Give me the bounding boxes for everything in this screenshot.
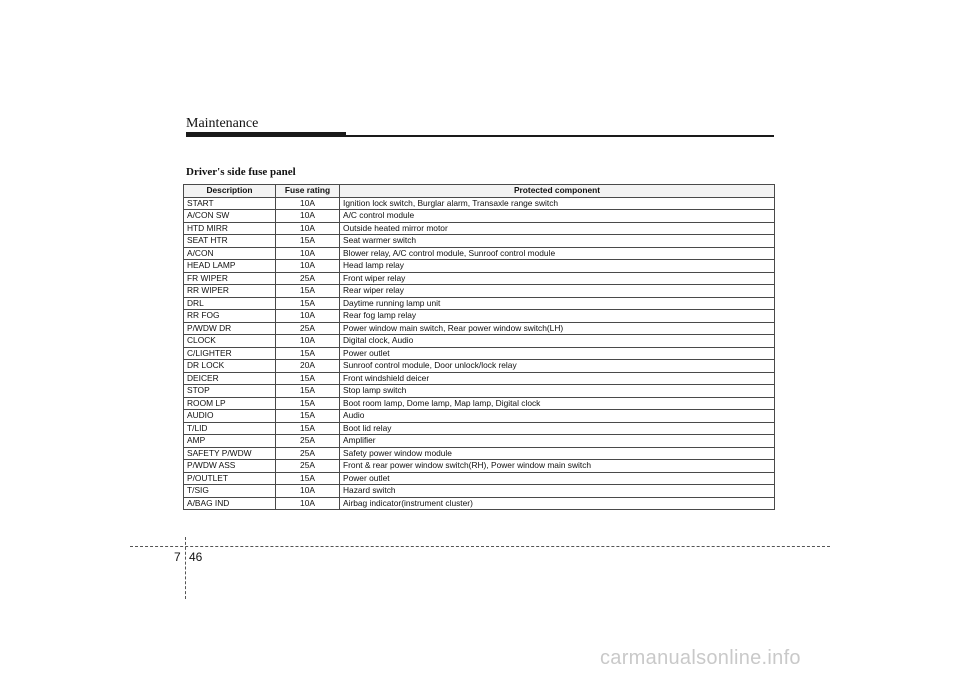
fuse-rating-cell: 10A (276, 197, 340, 210)
table-row (184, 422, 775, 435)
table-row (184, 197, 775, 210)
fuse-rating-cell: 10A (276, 335, 340, 348)
fuse-rating-cell: 10A (276, 247, 340, 260)
column-header-description: Description (184, 185, 276, 198)
description-cell: A/CON SW (184, 210, 276, 223)
fuse-rating-cell: 25A (276, 322, 340, 335)
description-cell: HTD MIRR (184, 222, 276, 235)
fuse-rating-cell: 15A (276, 422, 340, 435)
table-row (184, 235, 775, 248)
protected-component-cell: Power outlet (340, 347, 775, 360)
header-rule-thin (346, 135, 774, 137)
description-cell: CLOCK (184, 335, 276, 348)
protected-component-cell: Daytime running lamp unit (340, 297, 775, 310)
description-cell: T/LID (184, 422, 276, 435)
description-cell: A/BAG IND (184, 497, 276, 510)
fuse-rating-cell: 10A (276, 485, 340, 498)
table-row (184, 497, 775, 510)
protected-component-cell: Ignition lock switch, Burglar alarm, Transaxle range switch (340, 197, 775, 210)
description-cell: ROOM LP (184, 397, 276, 410)
description-cell: T/SIG (184, 485, 276, 498)
table-row (184, 285, 775, 298)
protected-component-cell: Hazard switch (340, 485, 775, 498)
protected-component-cell: Rear wiper relay (340, 285, 775, 298)
protected-component-cell: A/C control module (340, 210, 775, 223)
description-cell: AMP (184, 435, 276, 448)
description-cell: A/CON (184, 247, 276, 260)
protected-component-cell: Seat warmer switch (340, 235, 775, 248)
protected-component-cell: Digital clock, Audio (340, 335, 775, 348)
fuse-rating-cell: 15A (276, 235, 340, 248)
description-cell: DEICER (184, 372, 276, 385)
table-row (184, 435, 775, 448)
fuse-rating-cell: 15A (276, 297, 340, 310)
fuse-rating-cell: 25A (276, 460, 340, 473)
protected-component-cell: Head lamp relay (340, 260, 775, 273)
page-number: 46 (189, 550, 203, 564)
description-cell: DRL (184, 297, 276, 310)
fuse-rating-cell: 15A (276, 397, 340, 410)
fuse-rating-cell: 10A (276, 310, 340, 323)
fuse-rating-cell: 15A (276, 347, 340, 360)
description-cell: AUDIO (184, 410, 276, 423)
protected-component-cell: Stop lamp switch (340, 385, 775, 398)
footer-vertical-dashed-rule (185, 537, 186, 599)
header-rule-thick (186, 132, 346, 137)
section-title: Maintenance (186, 116, 259, 131)
table-row (184, 460, 775, 473)
protected-component-cell: Audio (340, 410, 775, 423)
column-header-protected-component: Protected component (340, 185, 775, 198)
table-row (184, 447, 775, 460)
table-row (184, 372, 775, 385)
description-cell: P/OUTLET (184, 472, 276, 485)
description-cell: P/WDW ASS (184, 460, 276, 473)
protected-component-cell: Amplifier (340, 435, 775, 448)
description-cell: FR WIPER (184, 272, 276, 285)
fuse-rating-cell: 25A (276, 435, 340, 448)
description-cell: DR LOCK (184, 360, 276, 373)
protected-component-cell: Power window main switch, Rear power window switch(LH) (340, 322, 775, 335)
table-row (184, 397, 775, 410)
description-cell: SEAT HTR (184, 235, 276, 248)
description-cell: P/WDW DR (184, 322, 276, 335)
protected-component-cell: Safety power window module (340, 447, 775, 460)
fuse-table (183, 184, 775, 510)
table-row (184, 347, 775, 360)
table-caption: Driver's side fuse panel (186, 166, 296, 178)
table-row (184, 322, 775, 335)
table-header-row (184, 185, 775, 198)
description-cell: SAFETY P/WDW (184, 447, 276, 460)
fuse-rating-cell: 10A (276, 260, 340, 273)
table-row (184, 260, 775, 273)
table-row (184, 247, 775, 260)
fuse-rating-cell: 25A (276, 447, 340, 460)
fuse-rating-cell: 20A (276, 360, 340, 373)
description-cell: RR FOG (184, 310, 276, 323)
table-row (184, 335, 775, 348)
protected-component-cell: Front wiper relay (340, 272, 775, 285)
protected-component-cell: Boot room lamp, Dome lamp, Map lamp, Digital clock (340, 397, 775, 410)
table-row (184, 272, 775, 285)
protected-component-cell: Power outlet (340, 472, 775, 485)
protected-component-cell: Boot lid relay (340, 422, 775, 435)
table-row (184, 310, 775, 323)
fuse-rating-cell: 10A (276, 210, 340, 223)
description-cell: START (184, 197, 276, 210)
table-row (184, 410, 775, 423)
fuse-rating-cell: 10A (276, 497, 340, 510)
description-cell: RR WIPER (184, 285, 276, 298)
protected-component-cell: Blower relay, A/C control module, Sunroof control module (340, 247, 775, 260)
chapter-number: 7 (174, 550, 181, 564)
protected-component-cell: Front windshield deicer (340, 372, 775, 385)
table-row (184, 485, 775, 498)
fuse-rating-cell: 15A (276, 285, 340, 298)
table-row (184, 222, 775, 235)
protected-component-cell: Rear fog lamp relay (340, 310, 775, 323)
fuse-rating-cell: 15A (276, 410, 340, 423)
fuse-rating-cell: 15A (276, 372, 340, 385)
description-cell: STOP (184, 385, 276, 398)
table-row (184, 385, 775, 398)
fuse-rating-cell: 25A (276, 272, 340, 285)
table-row (184, 360, 775, 373)
protected-component-cell: Sunroof control module, Door unlock/lock relay (340, 360, 775, 373)
table-row (184, 297, 775, 310)
fuse-rating-cell: 15A (276, 472, 340, 485)
column-header-fuse-rating: Fuse rating (276, 185, 340, 198)
description-cell: HEAD LAMP (184, 260, 276, 273)
fuse-rating-cell: 15A (276, 385, 340, 398)
description-cell: C/LIGHTER (184, 347, 276, 360)
table-row (184, 472, 775, 485)
protected-component-cell: Front & rear power window switch(RH), Power window main switch (340, 460, 775, 473)
footer-dashed-rule (130, 546, 830, 547)
watermark: carmanualsonline.info (600, 647, 801, 669)
protected-component-cell: Airbag indicator(instrument cluster) (340, 497, 775, 510)
table-row (184, 210, 775, 223)
protected-component-cell: Outside heated mirror motor (340, 222, 775, 235)
fuse-rating-cell: 10A (276, 222, 340, 235)
